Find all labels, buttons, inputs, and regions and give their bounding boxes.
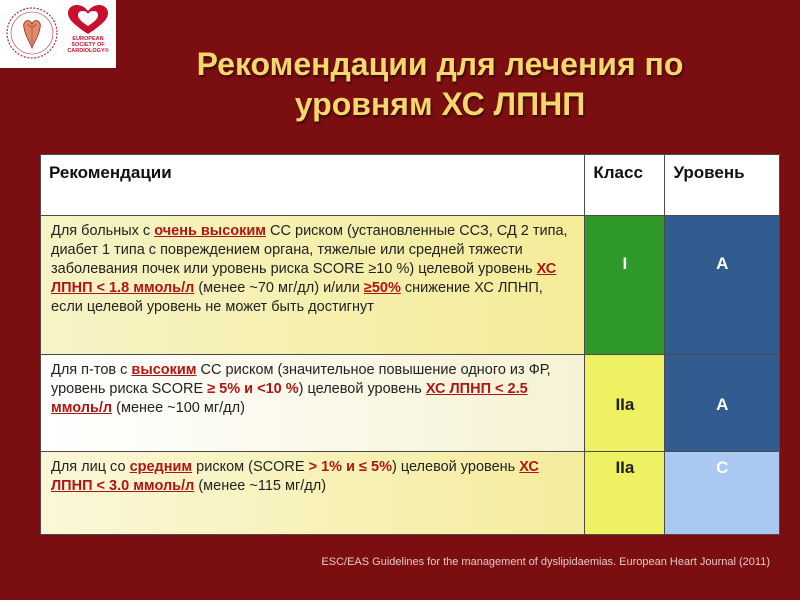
page-title: Рекомендации для лечения по уровням ХС ЛПНП [196, 46, 684, 122]
text-segment: Для больных с [51, 223, 155, 239]
text-segment: (менее ~100 мг/дл) [112, 400, 245, 416]
table-header-row [41, 155, 780, 216]
table-row [41, 216, 780, 355]
level-cell: C [665, 452, 780, 535]
target-highlight: ХС ЛПНП < 2.5 ммоль/л [51, 381, 528, 416]
logo-box [0, 0, 116, 68]
text-segment: ) целевой уровень [298, 381, 426, 397]
table-row [41, 355, 780, 452]
target-highlight: ХС ЛПНП < 1.8 ммоль/л [51, 261, 557, 296]
recommendations-table [40, 154, 780, 535]
recommendation-cell [41, 452, 585, 535]
text-segment: Для п-тов с [51, 362, 132, 378]
esc-logo-text: EUROPEAN SOCIETY OF CARDIOLOGY® [67, 36, 109, 54]
table-row [41, 452, 780, 535]
text-segment: СС риском (значительное повышение одного из ФР, уровень риска SCORE [51, 362, 551, 397]
text-segment: риском (SCORE [192, 459, 309, 475]
recommendation-cell [41, 216, 585, 355]
score-highlight: ≥ 5% и <10 % [207, 381, 299, 397]
reduction-highlight: ≥50% [363, 280, 401, 296]
header-recommendations: Рекомендации [41, 155, 585, 216]
anatomical-heart-logo [4, 4, 60, 62]
text-segment: ) целевой уровень [391, 459, 520, 475]
class-cell: IIa [585, 452, 665, 535]
header-level: Уровень [665, 155, 780, 216]
class-cell: IIa [585, 355, 665, 452]
level-cell: A [665, 355, 780, 452]
esc-logo [62, 4, 114, 66]
target-highlight: ХС ЛПНП < 3.0 ммоль/л [51, 459, 539, 494]
risk-level-highlight: средним [129, 459, 193, 475]
risk-level-highlight: высоким [131, 362, 197, 378]
header-class: Класс [585, 155, 665, 216]
text-segment: Для лиц со [51, 459, 130, 475]
text-segment: (менее ~115 мг/дл) [194, 478, 327, 494]
recommendation-cell [41, 355, 585, 452]
score-highlight: > 1% и ≤ 5% [308, 459, 392, 475]
text-segment: снижение ХС ЛПНП, если целевой уровень не может быть достигнут [51, 280, 543, 315]
citation-footer: ESC/EAS Guidelines for the management of dyslipidaemias. European Heart Journal (2011) [321, 556, 770, 568]
risk-level-highlight: очень высоким [154, 223, 267, 239]
level-cell: A [665, 216, 780, 355]
class-cell: I [585, 216, 665, 355]
text-segment: (менее ~70 мг/дл) и/или [194, 280, 364, 296]
text-segment: СС риском (установленные ССЗ, СД 2 типа, диабет 1 типа с повреждением органа, тяжелые или средней тяжести заболевания почек или уровень риска SCORE ≥10 %) целевой уровень [51, 223, 568, 277]
esc-heart-icon [62, 4, 114, 36]
